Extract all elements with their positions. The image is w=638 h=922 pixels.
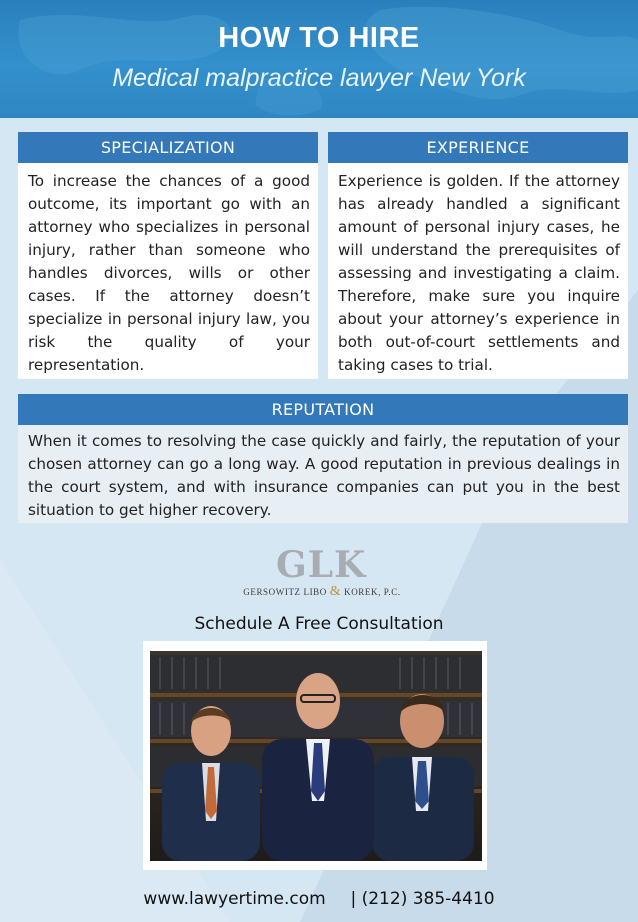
experience-text: Experience is golden. If the attorney has already handled a significant amount of personal injury cases, he will understand the prerequisites of assessing and investigating a claim. Therefore, make sure you inquire about your attorney’s experience in both out-of-court settlements and taking cases to trial. [338,172,620,374]
world-map-icon [0,0,638,118]
firm-logo: GLK [276,544,367,586]
reputation-text: When it comes to resolving the case quickly and fairly, the reputation of your chosen attorney can go a long way. A good reputation in previous dealings in the court system, and with insurance companies can put you in the best situation to get higher recovery. [28,432,620,519]
schedule-consultation-link[interactable]: Schedule A Free Consultation [194,614,444,634]
firm-name-right: KOREK, P.C. [344,587,401,597]
header-banner [0,0,638,118]
website-link[interactable]: www.lawyertime.com [143,889,326,909]
firm-name-ampersand: & [329,584,342,599]
firm-name [232,584,412,600]
footer-contact [0,889,638,909]
page-title: HOW TO HIRE [218,22,420,54]
phone-number[interactable]: (212) 385-4410 [361,889,495,909]
specialization-heading: SPECIALIZATION [18,132,318,163]
specialization-text: To increase the chances of a good outcome, its important go with an attorney who specializes in personal injury, rather than someone who handles divorces, wills or other cases. If the attorney doesn’t specialize in personal injury law, you risk the quality of your representation. [28,172,310,374]
firm-name-left: GERSOWITZ LIBO [243,587,327,597]
footer-separator: | [350,889,357,909]
experience-heading: EXPERIENCE [328,132,628,163]
page-subtitle: Medical malpractice lawyer New York [112,64,526,92]
reputation-heading: REPUTATION [18,394,628,425]
attorneys-photo-image [150,651,482,861]
attorneys-photo [150,651,482,861]
